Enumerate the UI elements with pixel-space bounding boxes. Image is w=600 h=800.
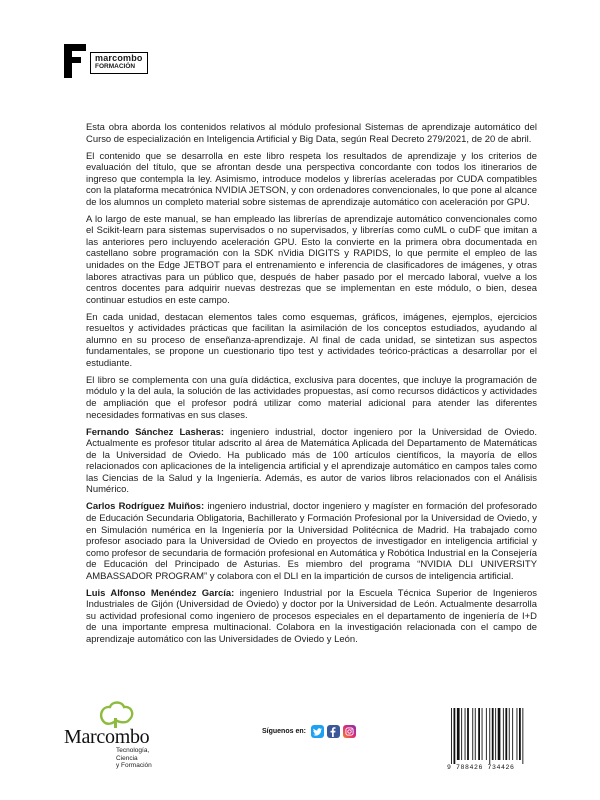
- f-logo-icon: [64, 44, 86, 78]
- units-paragraph: En cada unidad, destacan elementos tales como esquemas, gráficos, imágenes, ejemplos, ejercicios resueltos y actividades prácticas que facilitan la asimilación de los conceptos estudiados, ayudando al alumno en su proceso de enseñanza-aprendizaje. Al final de cada unidad, se sintetizan sus aspectos fundamentales, se propone un cuestionario tipo test y actividades teórico-prácticas a desarrollar por el estudiante.: [86, 311, 537, 369]
- intro-paragraph: Esta obra aborda los contenidos relativos al módulo profesional Sistemas de aprendizaje automático del Curso de especialización en Inteligencia Artificial y Big Data, según Real Decreto 279/2021, de 20 de abril.: [86, 122, 537, 145]
- instagram-icon[interactable]: [343, 725, 356, 738]
- barcode-bars: [447, 706, 539, 764]
- libraries-paragraph: A lo largo de este manual, se han empleado las librerías de aprendizaje automático convencionales como el Scikit-learn para sistemas supervisados o no supervisados, y librerías como cuML o cuDF que imitan a las anteriores pero incluyendo aceleración GPU. Esto la convierte en la primera obra documentada en castellano sobre programación con la SDK nVidia DIGITS y RAPIDS, lo que permite el empleo de las unidades on the Edge JETBOT para el entrenamiento e inferencia de clasificadores de imágenes, y otras labores atractivas para un público que, después de haber pasado por el mercado laboral, vuelve a los centros docentes para adquirir nuevas destrezas que se implementan en este módulo, o bien, desea continuar estudios en este campo.: [86, 213, 537, 306]
- publisher-wordmark: [90, 52, 148, 74]
- author-description: ingeniero industrial, doctor ingeniero y magíster en formación del profesorado de Educación Secundaria Obligatoria, Bachillerato y Formación Profesional por la Universidad de Oviedo, y en Simulación numérica en la Ingeniería por la Universidad Politécnica de Madrid. Ha trabajado como profesor asociado para la Universidad de Oviedo en proyectos de investigador en inteligencia artificial y como profesor de secundaria de formación profesional en Automática y Robótica Industrial en la Consejería de Educación del Principado de Asturias. Es miembro del programa “NVIDIA DLI UNIVERSITY AMBASSADOR PROGRAM” y colabora con el DLI en la impartición de cursos de inteligencia artificial.: [86, 501, 538, 582]
- author-description: ingeniero Industrial por la Escuela Técnica Superior de Ingenieros Industriales de Gijón (Universidad de Oviedo) y doctor por la Universidad de León. Actualmente desarrolla su actividad profesional como ingeniero de procesos especiales en el departamento de ingeniería de I+D de una importante empresa multinacional. Colabora en la investigación relacionada con el campo de aprendizaje automático con las Universidades de Oviedo y León.: [86, 587, 538, 645]
- twitter-icon[interactable]: [311, 725, 324, 738]
- author-name: Fernando Sánchez Lasheras:: [86, 426, 225, 438]
- marcombo-tagline: Tecnología, Ciencia y Formación: [116, 747, 152, 769]
- author-description: ingeniero industrial, doctor ingeniero por la Universidad de Oviedo. Actualmente es profesor titular adscrito al área de Matemática Aplicada del Departamento de Matemáticas de la Universidad de Oviedo. Ha publicado más de 100 artículos científicos, la mayoría de ellos relacionados con aplicaciones de la inteligencia artificial y el aprendizaje automático en campos tales como las Ciencias de la Salud y la Ingeniería. Además, es autor de varios libros relacionados con el Análisis Numérico.: [86, 426, 537, 496]
- content-paragraph: El contenido que se desarrolla en este libro respeta los resultados de aprendizaje y los criterios de evaluación del título, que se afrontan desde una perspectiva concordante con todos los itinerarios de ingreso que contempla la ley. Asimismo, introduce modelos y librerías aceleradas por CUDA compatibles con la plataforma mecatrónica NVIDIA JETSON, y con ordenadores convencionales, lo que pone al alcance de los alumnos un completo material sobre sistemas de aprendizaje automático con aceleración por GPU.: [86, 150, 537, 208]
- marcombo-wordmark: Marcombo: [64, 726, 150, 748]
- back-cover-text: [86, 122, 537, 651]
- author-name: Luis Alfonso Menéndez García:: [86, 587, 235, 599]
- author-bio: [86, 588, 537, 646]
- isbn-barcode: [447, 706, 539, 774]
- author-bio: [86, 427, 537, 496]
- publisher-division: FORMACIÓN: [95, 63, 136, 70]
- publisher-logo: [64, 44, 148, 78]
- guide-paragraph: El libro se complementa con una guía didáctica, exclusiva para docentes, que incluye la programación de módulo y la del aula, la solución de las actividades propuestas, así como recursos didácticos y actividades de ampliación que el profesor podrá utilizar como material adicional para atender las diferentes necesidades formativas en sus clases.: [86, 374, 537, 421]
- social-links: [262, 725, 359, 738]
- facebook-icon[interactable]: [327, 725, 340, 738]
- author-bio: [86, 501, 537, 582]
- author-name: Carlos Rodríguez Muiños:: [86, 501, 205, 513]
- publisher-name: marcombo: [95, 53, 143, 63]
- social-label: Síguenos en:: [262, 728, 306, 735]
- marcombo-logo: [64, 700, 184, 770]
- isbn-number: 9 788426 734426: [447, 764, 515, 771]
